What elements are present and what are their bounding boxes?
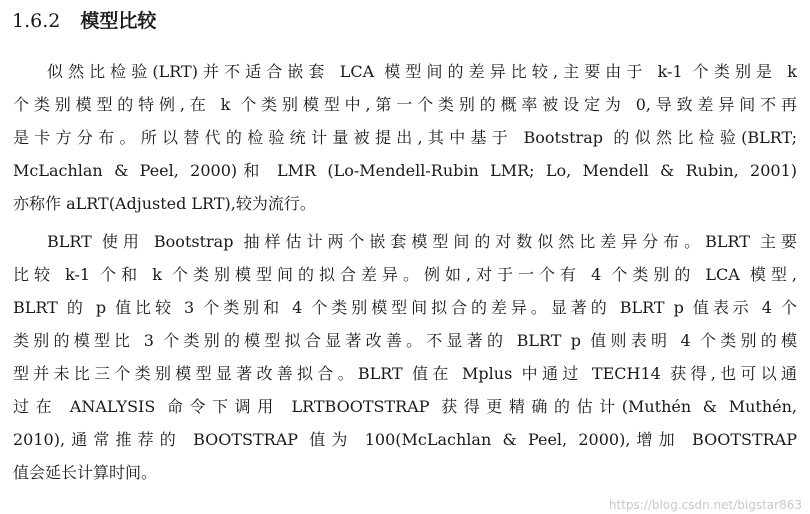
text-line: 类别的模型比 3 个类别的模型拟合显著改善。不显著的 BLRT p 值则表明 4 个类别的模: [13, 331, 797, 350]
text-line: 似然比检验(LRT)并不适合嵌套 LCA 模型间的差异比较,主要由于 k-1 个类别是 k: [47, 62, 797, 81]
text-line: BLRT 使用 Bootstrap 抽样估计两个嵌套模型间的对数似然比差异分布。BLRT 主要: [47, 232, 797, 251]
text-line: 亦称作 aLRT(Adjusted LRT),较为流行。: [13, 194, 316, 213]
section-heading: [12, 6, 156, 33]
text-line: 2010),通常推荐的 BOOTSTRAP 值为 100(McLachlan & Peel, 2000),增加 BOOTSTRAP: [13, 430, 797, 449]
watermark-text: https://blog.csdn.net/bigstar863: [608, 498, 802, 512]
text-line: 比较 k-1 个和 k 个类别模型间的拟合差异。例如,对于一个有 4 个类别的 LCA 模型,: [13, 265, 797, 284]
section-number: 1.6.2: [12, 10, 61, 32]
section-title: 模型比较: [80, 10, 157, 32]
text-line: 个类别模型的特例,在 k 个类别模型中,第一个类别的概率被设定为 0,导致差异间不再: [13, 95, 797, 114]
text-line: 型并未比三个类别模型显著改善拟合。BLRT 值在 Mplus 中通过 TECH14 获得,也可以通: [13, 364, 797, 383]
text-line: McLachlan & Peel, 2000)和 LMR (Lo-Mendell-Rubin LMR; Lo, Mendell & Rubin, 2001): [13, 161, 797, 180]
text-line: 过在 ANALYSIS 命令下调用 LRTBOOTSTRAP 获得更精确的估计(Muthén & Muthén,: [13, 397, 797, 416]
text-line: 是卡方分布。所以替代的检验统计量被提出,其中基于 Bootstrap 的似然比检验(BLRT;: [13, 128, 797, 147]
text-line: 值会延长计算时间。: [13, 463, 158, 482]
text-line: BLRT 的 p 值比较 3 个类别和 4 个类别模型间拟合的差异。显著的 BLRT p 值表示 4 个: [13, 298, 797, 317]
